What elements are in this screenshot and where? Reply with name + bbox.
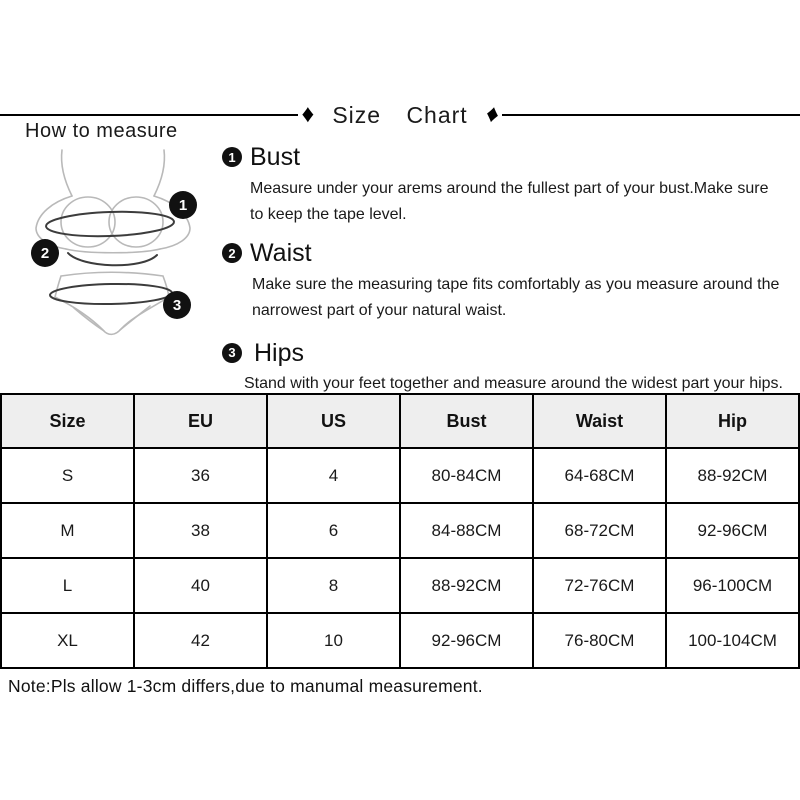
table-cell: 80-84CM [400,448,533,503]
diamond-icon: ♦ [301,99,315,128]
section-bust-text [250,176,794,228]
number-1-badge: 1 [222,147,242,167]
svg-text:2: 2 [40,245,50,262]
bra-underband [66,249,160,253]
bra-cup-left [61,197,115,247]
column-header-bust: Bust [400,394,533,448]
table-row-m [1,503,799,558]
table-cell: 92-96CM [666,503,799,558]
svg-text:1: 1 [178,197,188,214]
bra-strap-right [154,150,164,196]
waist-badge [31,239,59,267]
table-cell: S [1,448,134,503]
table-cell: 92-96CM [400,613,533,668]
column-header-hip: Hip [666,394,799,448]
table-cell: 10 [267,613,400,668]
table-cell: 76-80CM [533,613,666,668]
table-cell: 68-72CM [533,503,666,558]
section-bust-heading [222,143,794,172]
text-line: narrowest part of your natural waist. [252,301,507,319]
text-line: Make sure the measuring tape fits comfortably as you measure around the [252,275,780,293]
table-cell: L [1,558,134,613]
column-header-waist: Waist [533,394,666,448]
section-bust-title: Bust [250,143,301,171]
diamond-icon: ♦ [483,98,502,129]
section-waist-text [252,272,794,324]
hips-badge [163,291,191,319]
bra-cup-right [109,197,163,247]
svg-text:3: 3 [172,297,182,314]
section-hips-heading [222,339,794,368]
table-cell: 8 [267,558,400,613]
panty-leg-line-left [74,308,104,331]
table-cell: 88-92CM [666,448,799,503]
page-title: Size Chart [332,101,468,128]
table-cell: 88-92CM [400,558,533,613]
panty-leg-line-right [120,306,150,330]
table-cell: 84-88CM [400,503,533,558]
table-cell: 96-100CM [666,558,799,613]
section-waist-title: Waist [250,238,312,267]
table-row-s [1,448,799,503]
table-row-xl [1,613,799,668]
table-cell: 4 [267,448,400,503]
section-hips [222,339,794,398]
how-to-measure-heading: How to measure [25,120,178,142]
measure-instructions [222,143,794,408]
section-bust [222,143,794,228]
text-line: Stand with your feet together and measure around the widest part your hips. [244,375,783,393]
text-line: to keep the tape level. [250,205,407,223]
hip-tape-line [50,283,172,305]
table-cell: 100-104CM [666,613,799,668]
table-cell: 42 [134,613,267,668]
measurement-note: Note:Pls allow 1-3cm differs,due to manumal measurement. [8,676,483,696]
table-cell: XL [1,613,134,668]
table-cell: 64-68CM [533,448,666,503]
table-header-row [1,394,799,448]
waist-tape-line [68,253,157,265]
table-row-l [1,558,799,613]
section-hips-title: Hips [254,338,305,367]
header-line-left [0,114,298,116]
table-cell: 6 [267,503,400,558]
table-cell: 40 [134,558,267,613]
table-cell: 72-76CM [533,558,666,613]
column-header-eu: EU [134,394,267,448]
table-cell: M [1,503,134,558]
size-table [0,393,800,669]
table-cell: 38 [134,503,267,558]
text-line: Measure under your arems around the fullest part of your bust.Make sure [250,179,769,197]
bra-strap-left [62,150,72,196]
table-cell: 36 [134,448,267,503]
column-header-size: Size [1,394,134,448]
section-waist [222,239,794,324]
bikini-measurement-illustration [14,146,219,341]
bust-badge [169,191,197,219]
column-header-us: US [267,394,400,448]
header-line-right [502,114,800,116]
section-waist-heading [222,239,794,268]
number-3-badge: 3 [222,343,242,363]
number-2-badge: 2 [222,243,242,263]
